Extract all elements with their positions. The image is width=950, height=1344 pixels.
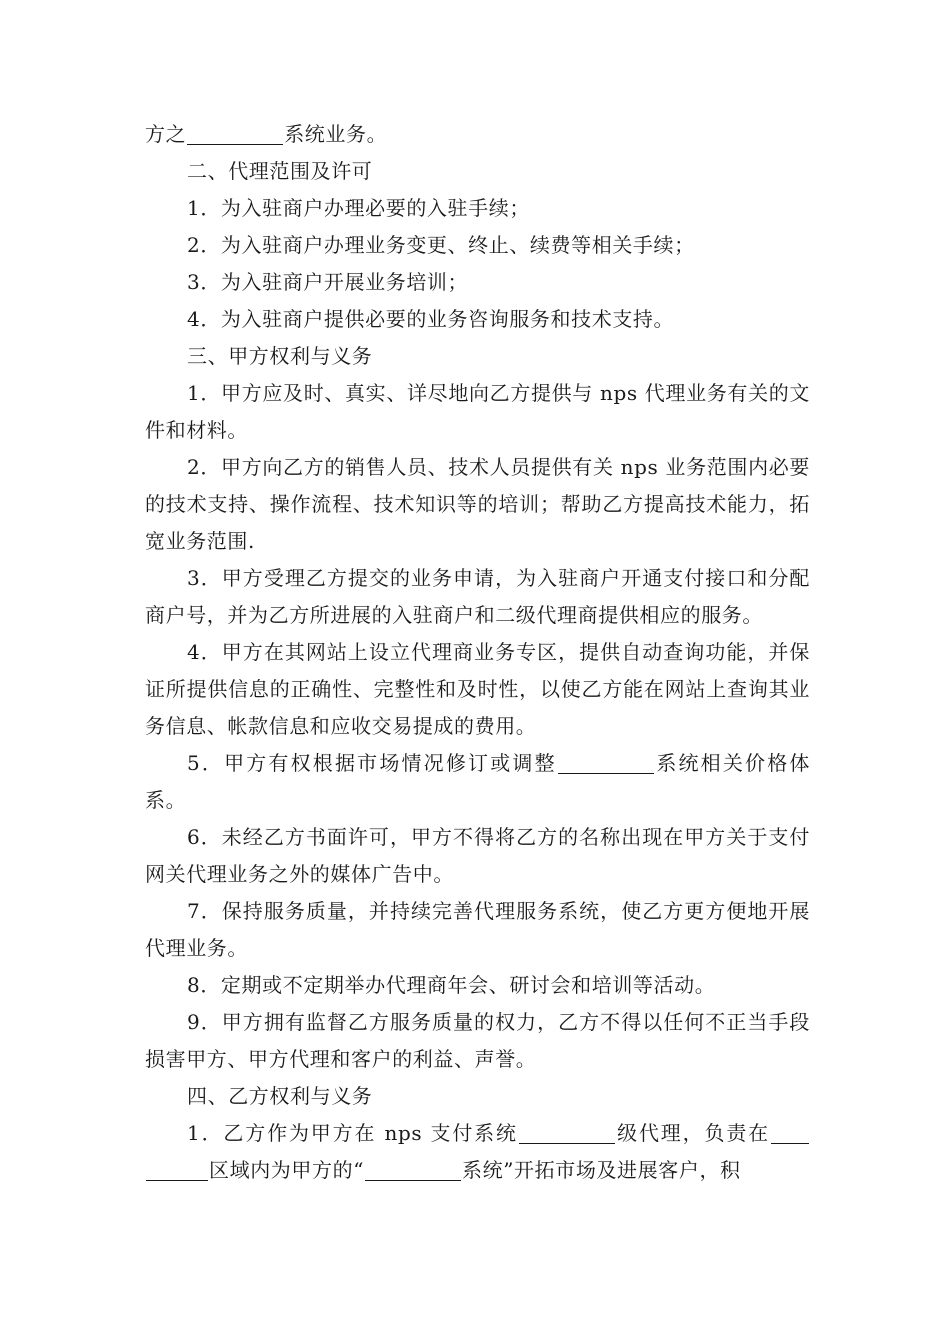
list-item: 4．甲方在其网站上设立代理商业务专区，提供自动查询功能，并保证所提供信息的正确性、完整性和及时性，以使乙方能在网站上查询其业务信息、帐款信息和应收交易提成的费用。 bbox=[145, 640, 810, 738]
list-item bbox=[145, 745, 810, 819]
text-run: 系统”开拓市场及进展客户，积 bbox=[462, 1158, 741, 1182]
section-heading-3: 三、甲方权利与义务 bbox=[187, 344, 373, 368]
text-run: 系统相关价格体系。 bbox=[145, 751, 810, 812]
list-item: 6．未经乙方书面许可，甲方不得将乙方的名称出现在甲方关于支付网关代理业务之外的媒体广告中。 bbox=[145, 825, 810, 886]
section-heading-2: 二、代理范围及许可 bbox=[187, 159, 373, 183]
text-run: 5．甲方有权根据市场情况修订或调整 bbox=[187, 751, 557, 775]
list-item: 1．甲方应及时、真实、详尽地向乙方提供与 nps 代理业务有关的文件和材料。 bbox=[145, 381, 810, 442]
list-item: 4．为入驻商户提供必要的业务咨询服务和技术支持。 bbox=[187, 307, 675, 331]
text-run: 1．乙方作为甲方在 nps 支付系统 bbox=[187, 1121, 518, 1145]
list-item: 2．甲方向乙方的销售人员、技术人员提供有关 nps 业务范围内必要的技术支持、操作流程、技术知识等的培训；帮助乙方提高技术能力，拓宽业务范围. bbox=[145, 455, 810, 553]
paragraph-continuation bbox=[145, 116, 810, 153]
list-item: 3．为入驻商户开展业务培训； bbox=[187, 270, 469, 294]
list-item bbox=[145, 1115, 810, 1189]
text-run: 级代理，负责在 bbox=[615, 1121, 771, 1145]
list-item: 9．甲方拥有监督乙方服务质量的权力，乙方不得以任何不正当手段损害甲方、甲方代理和客户的利益、声誉。 bbox=[145, 1010, 810, 1071]
document-body bbox=[145, 116, 810, 1189]
blank-underline bbox=[365, 1160, 461, 1181]
list-item: 1．为入驻商户办理必要的入驻手续； bbox=[187, 196, 530, 220]
text-run: 系统业务。 bbox=[284, 122, 388, 146]
list-item: 3．甲方受理乙方提交的业务申请，为入驻商户开通支付接口和分配商户号，并为乙方所进展的入驻商户和二级代理商提供相应的服务。 bbox=[145, 566, 810, 627]
text-run: 区域内为甲方的“ bbox=[209, 1158, 365, 1182]
list-item: 7．保持服务质量，并持续完善代理服务系统，使乙方更方便地开展代理业务。 bbox=[145, 899, 810, 960]
blank-underline bbox=[558, 753, 654, 774]
section-heading-4: 四、乙方权利与义务 bbox=[187, 1084, 373, 1108]
list-item: 2．为入驻商户办理业务变更、终止、续费等相关手续； bbox=[187, 233, 695, 257]
list-item: 8．定期或不定期举办代理商年会、研讨会和培训等活动。 bbox=[187, 973, 716, 997]
text-run: 方之 bbox=[145, 122, 187, 146]
blank-underline bbox=[771, 1123, 809, 1144]
blank-underline bbox=[187, 124, 283, 145]
blank-underline bbox=[519, 1123, 615, 1144]
blank-underline bbox=[146, 1160, 208, 1181]
